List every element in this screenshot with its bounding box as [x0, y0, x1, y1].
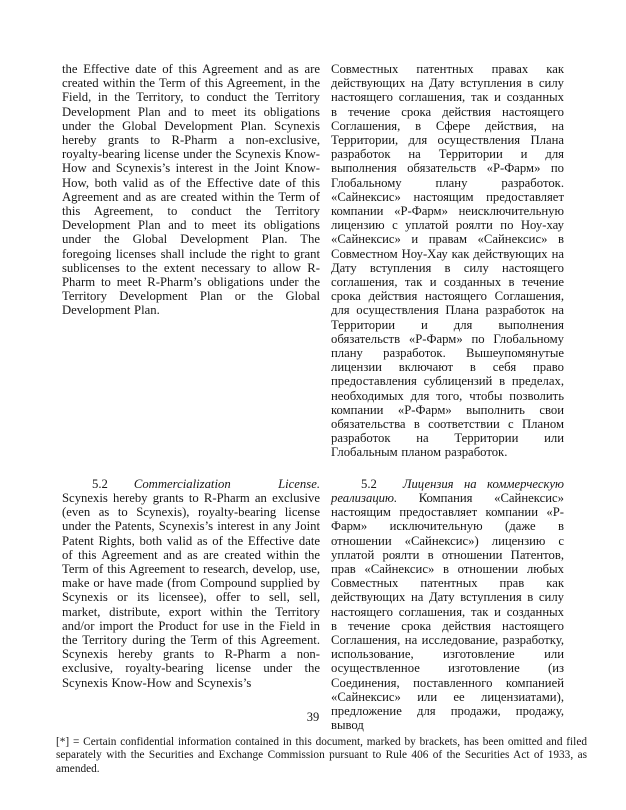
russian-section-5-2 — [331, 477, 564, 733]
section-title-en: Commercialization License. — [133, 476, 320, 491]
document-page — [62, 62, 564, 732]
bilingual-row-section-5-2 — [62, 477, 564, 733]
english-paragraph-continuation: the Effective date of this Agreement and as are created within the Term of this Agreement, in the Field, in the Territory, to conduct the Territory Development Plan and to meet its obligations under the Global Development Plan. Scynexis hereby grants to R-Pharm a non-exclusive, royalty-bearing license under the Scynexis Know-How and Scynexis’s interest in the Joint Know-How, both valid as of the Effective date of this Agreement and as are created within the Term of this Agreement, to conduct the Territory Development Plan and to meet its obligations under the Global Development Plan. The foregoing licenses shall include the right to grant sublicenses to the extent necessary to allow R-Pharm to meet R-Pharm’s obligations under the Territory Development Plan or the Global Development Plan. — [62, 62, 320, 318]
page-number: 39 — [306, 710, 320, 724]
section-title-ru: Лицензия на коммерческую реализацию. — [331, 476, 564, 505]
english-section-5-2 — [62, 477, 320, 690]
section-body-ru: Компания «Сайнексис» настоящим предоставляет компании «Р-Фарм» исключительную (даже в отношении «Сайнексис») лицензию с уплатой роялти в отношении Патентов, прав «Сайнексис» в отношении любых Совместных патентных прав как действующих на Дату вступления в силу настоящего соглашения, так и созданных в течение срока действия настоящего Соглашения, на исследование, разработку, использование, изготовление или осуществленное изготовление (из Соединения, поставленного компанией «Сайнексис» или ее лицензиатами), предложение для продажи, продажу, вывод — [331, 490, 564, 733]
section-number-en: 5.2 — [92, 476, 108, 491]
section-body-en: Scynexis hereby grants to R-Pharm an exclusive (even as to Scynexis), royalty-bearing license under the Patents, Scynexis’s interest in any Joint Patent Rights, both valid as of the Effective date of this Agreement and as are created within the Term of this Agreement to research, develop, use, make or have made (from Compound supplied by Scynexis or its licensee), offer to sell, sell, market, distribute, export within the Territory and/or import the Product for use in the Field in the Territory during the Term of this Agreement. Scynexis hereby grants to R-Pharm a non-exclusive, royalty-bearing license under the Scynexis Know-How and Scynexis’s — [62, 490, 320, 690]
confidentiality-footnote: [*] = Certain confidential information contained in this document, marked by brackets, has been omitted and filed separately with the Securities and Exchange Commission pursuant to Rule 406 of the Securities Act of 1933, as amended. — [56, 736, 587, 775]
russian-paragraph-continuation: Совместных патентных правах как действующих на Дату вступления в силу настоящего соглашения, так и созданных в течение срока действия настоящего Соглашения, в Сфере действия, на Территории, для осуществления Плана разработок на Территории и для выполнения обязательств «Р-Фарм» по Глобальному плану разработок. «Сайнексис» настоящим предоставляет компании «Р-Фарм» неисключительную лицензию с уплатой роялти по Ноу-хау «Сайнексис» и правам «Сайнексис» в Совместном Ноу-Хау как действующих на Дату вступления в силу настоящего соглашения, так и созданных в течение срока действия настоящего Соглашения, для осуществления Плана разработок на Территории и для выполнения обязательств «Р-Фарм» по Глобальному плану разработок. Вышеупомянутые лицензии включают в себя право предоставления сублицензий в пределах, необходимых для того, чтобы позволить компании «Р-Фарм» выполнить свои обязательства в соответствии с Планом разработок на Территории или Глобальным планом разработок. — [331, 62, 564, 460]
section-number-ru: 5.2 — [361, 476, 377, 491]
bilingual-row-continuation — [62, 62, 564, 460]
